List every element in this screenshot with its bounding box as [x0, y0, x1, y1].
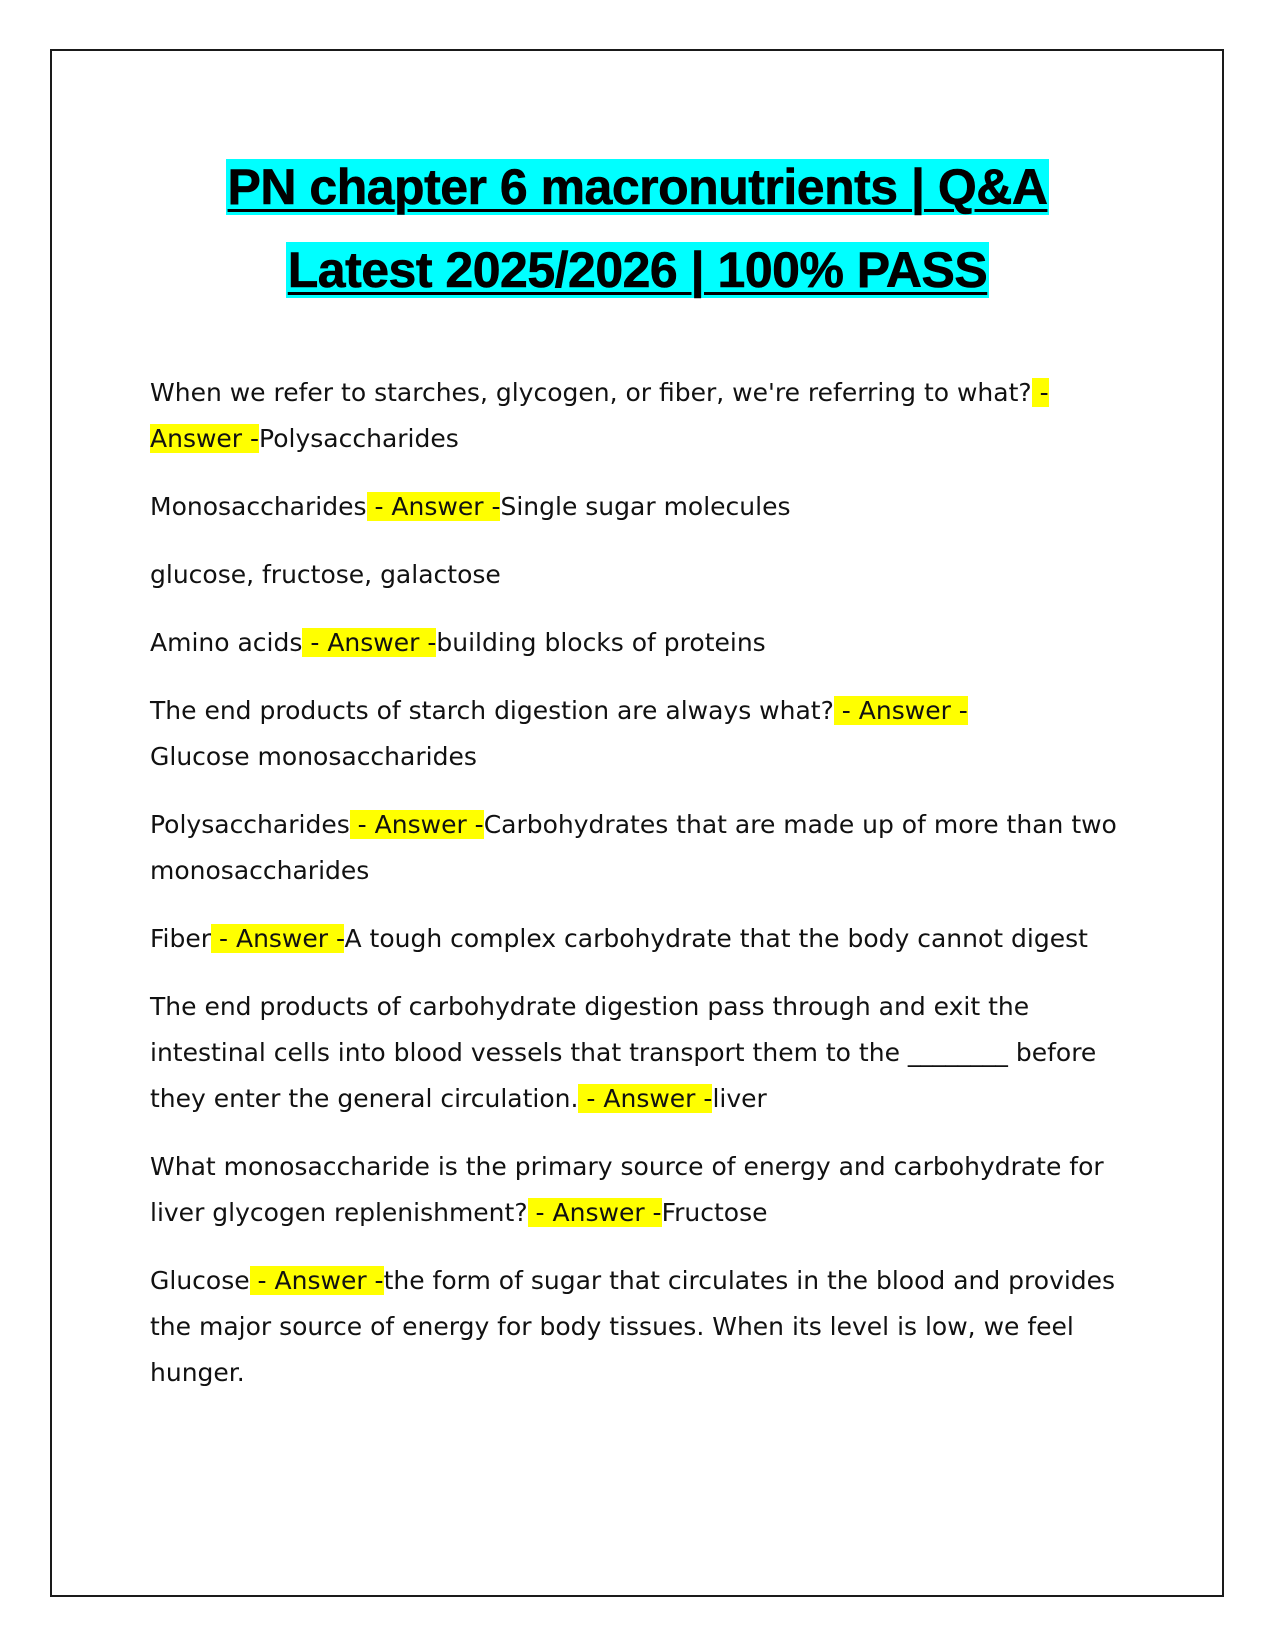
qa-item: [150, 620, 1125, 666]
answer-text: Fructose: [661, 1198, 768, 1227]
question-text: The end products of carbohydrate digestion pass through and exit the intestinal cells into blood vessels that transport them to the ________ before they enter the general circulation.: [150, 992, 1097, 1113]
question-text: Monosaccharides: [150, 492, 367, 521]
answer-text: liver: [712, 1084, 767, 1113]
question-text: Glucose: [150, 1266, 250, 1295]
qa-list: [150, 370, 1125, 1418]
question-text: Amino acids: [150, 628, 303, 657]
answer-text: Polysaccharides: [259, 424, 459, 453]
qa-item: [150, 484, 1125, 530]
qa-item: [150, 916, 1125, 962]
answer-text: the form of sugar that circulates in the blood and provides the major source of energy for body tissues. When its level is low, we feel hunger.: [150, 1266, 1116, 1387]
document-title: [60, 146, 1215, 312]
answer-marker: - Answer -: [211, 924, 345, 953]
qa-item: [150, 688, 1125, 780]
answer-marker: - Answer -: [150, 378, 1049, 453]
answer-marker: - Answer -: [302, 628, 437, 657]
question-text: The end products of starch digestion are always what?: [150, 696, 834, 725]
answer-text: A tough complex carbohydrate that the body cannot digest: [344, 924, 1088, 953]
answer-text: building blocks of proteins: [436, 628, 766, 657]
answer-text: Glucose monosaccharides: [150, 742, 477, 771]
qa-item: [150, 984, 1125, 1122]
answer-text: Single sugar molecules: [500, 492, 791, 521]
answer-text: Carbohydrates that are made up of more than two monosaccharides: [150, 810, 1117, 885]
title-line-2: Latest 2025/2026 | 100% PASS: [287, 242, 988, 298]
question-text: What monosaccharide is the primary source of energy and carbohydrate for liver glycogen replenishment?: [150, 1152, 1104, 1227]
answer-marker: - Answer -: [249, 1266, 384, 1295]
answer-marker: - Answer -: [527, 1198, 662, 1227]
title-line-1: PN chapter 6 macronutrients | Q&A: [227, 159, 1048, 215]
qa-item: [150, 1258, 1125, 1396]
plain-text: glucose, fructose, galactose: [150, 560, 501, 589]
plain-line: [150, 552, 1125, 598]
question-text: When we refer to starches, glycogen, or fiber, we're referring to what?: [150, 378, 1032, 407]
qa-item: [150, 1144, 1125, 1236]
question-text: Polysaccharides: [150, 810, 350, 839]
qa-item: [150, 370, 1125, 462]
answer-marker: - Answer -: [578, 1084, 713, 1113]
answer-marker: - Answer -: [366, 492, 501, 521]
qa-item: [150, 802, 1125, 894]
answer-marker: - Answer -: [833, 696, 968, 725]
question-text: Fiber: [150, 924, 212, 953]
answer-marker: - Answer -: [349, 810, 484, 839]
